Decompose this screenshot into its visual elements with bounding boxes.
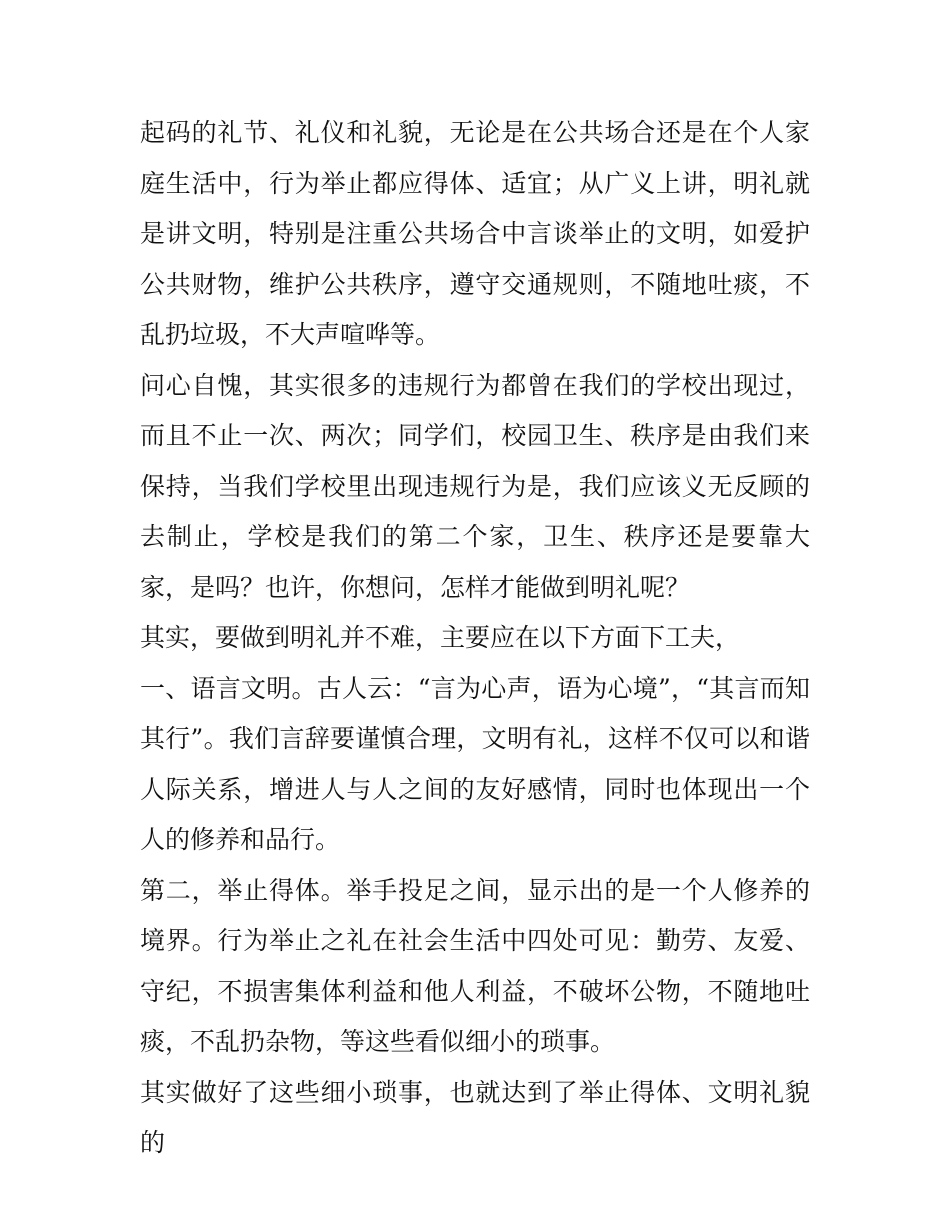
paragraph-5: 第二，举止得体。举手投足之间，显示出的是一个人修养的境界。行为举止之礼在社会生活中四处可见：勤劳、友爱、守纪，不损害集体利益和他人利益，不破坏公物，不随地吐痰，不乱扔杂物，等这些看似细小的琐事。: [140, 875, 810, 1056]
paragraph-6: 其实做好了这些细小琐事，也就达到了举止得体、文明礼貌的: [140, 1077, 810, 1157]
paragraph-2: 问心自愧，其实很多的违规行为都曾在我们的学校出现过，而且不止一次、两次；同学们，校园卫生、秩序是由我们来保持，当我们学校里出现违规行为是，我们应该义无反顾的去制止，学校是我们的第二个家，卫生、秩序还是要靠大家，是吗？也许，你想问，怎样才能做到明礼呢？: [140, 370, 810, 602]
paragraph-3: 其实，要做到明礼并不难，主要应在以下方面下工夫，: [140, 623, 741, 652]
document-body: [140, 108, 810, 1169]
paragraph-4: 一、语言文明。古人云：“言为心声，语为心境”，“其言而知其行”。我们言辞要谨慎合理，文明有礼，这样不仅可以和谐人际关系，增进人与人之间的友好感情，同时也体现出一个人的修养和品行。: [140, 673, 810, 854]
paragraph-1: 起码的礼节、礼仪和礼貌，无论是在公共场合还是在个人家庭生活中，行为举止都应得体、适宜；从广义上讲，明礼就是讲文明，特别是注重公共场合中言谈举止的文明，如爱护公共财物，维护公共秩序，遵守交通规则，不随地吐痰，不乱扔垃圾，不大声喧哗等。: [140, 118, 810, 349]
